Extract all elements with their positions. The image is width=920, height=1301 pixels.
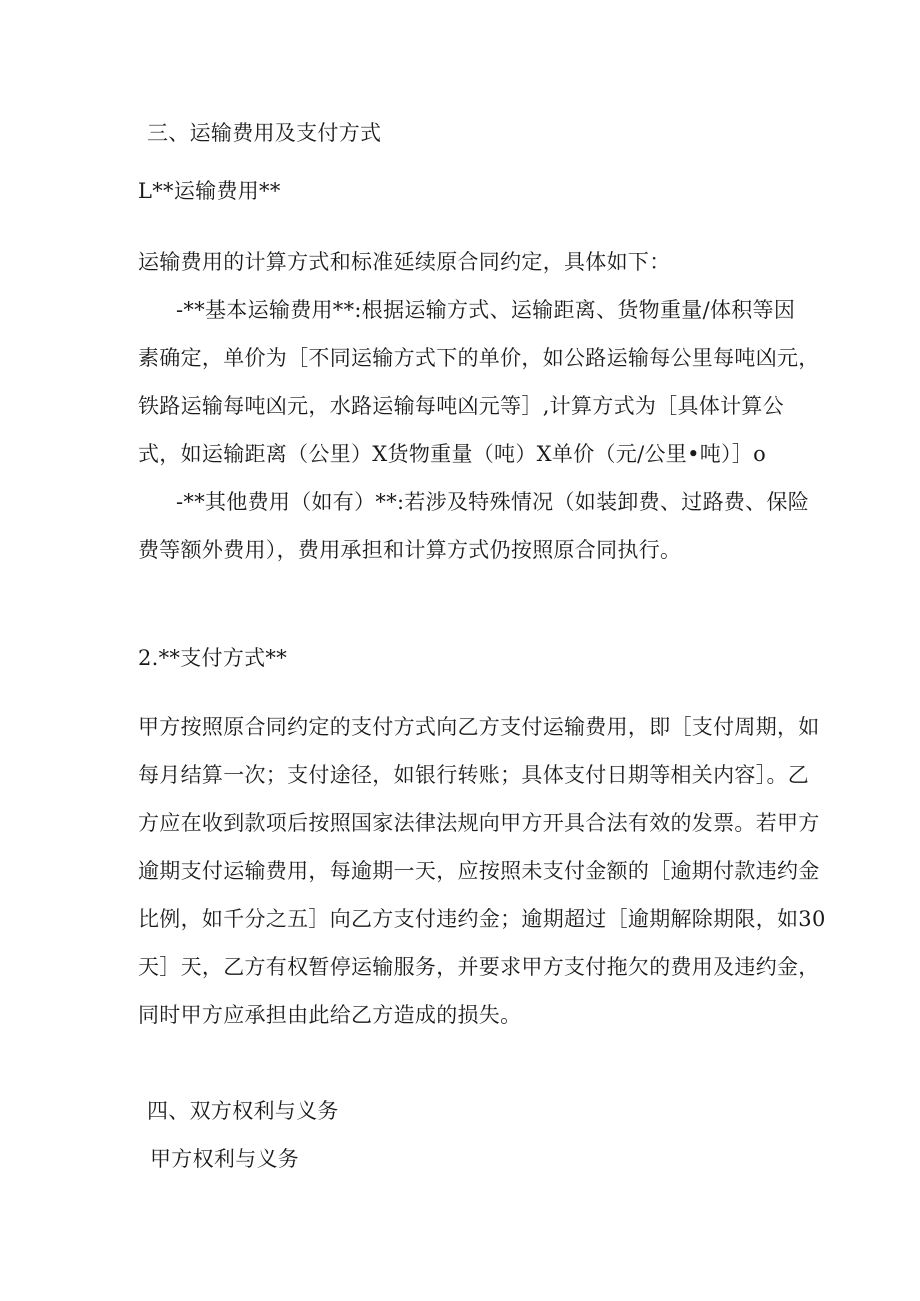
item-1-intro: 运输费用的计算方式和标准延续原合同约定，具体如下： <box>138 250 671 274</box>
item-2-title: 2.**支付方式** <box>138 646 288 670</box>
bullet-1-line-2: 素确定，单价为［不同运输方式下的单价，如公路运输每公里每吨凶元， <box>138 346 820 370</box>
bullet-2-line-1: -**其他费用（如有）**:若涉及特殊情况（如装卸费、过路费、保险 <box>176 490 810 514</box>
section-4-heading: 四、双方权利与义务 <box>147 1099 339 1123</box>
bullet-1-line-4: 式，如运输距离（公里）X货物重量（吨）X单价（元/公里•吨）］o <box>138 442 767 466</box>
item-1-title: L**运输费用** <box>138 179 281 203</box>
section-4-subheading: 甲方权利与义务 <box>150 1147 300 1171</box>
payment-paragraph-line-3: 方应在收到款项后按照国家法律法规向甲方开具合法有效的发票。若甲方 <box>138 811 820 835</box>
payment-paragraph-line-7: 同时甲方应承担由此给乙方造成的损失。 <box>138 1003 522 1027</box>
bullet-1-line-3: 铁路运输每吨凶元，水路运输每吨凶元等］,计算方式为［具体计算公 <box>138 394 784 418</box>
payment-paragraph-line-4: 逾期支付运输费用，每逾期一天，应按照未支付金额的［逾期付款违约金 <box>138 859 820 883</box>
payment-paragraph-line-1: 甲方按照原合同约定的支付方式向乙方支付运输费用，即［支付周期，如 <box>138 715 820 739</box>
payment-paragraph-line-6: 天］天，乙方有权暂停运输服务，并要求甲方支付拖欠的费用及违约金， <box>138 955 820 979</box>
section-3-heading: 三、运输费用及支付方式 <box>147 121 382 145</box>
payment-paragraph-line-2: 每月结算一次；支付途径，如银行转账；具体支付日期等相关内容］。乙 <box>138 763 810 787</box>
bullet-1-line-1: -**基本运输费用**:根据运输方式、运输距离、货物重量/体积等因 <box>176 298 796 322</box>
bullet-2-line-2: 费等额外费用），费用承担和计算方式仍按照原合同执行。 <box>138 538 682 562</box>
payment-paragraph-line-5: 比例，如千分之五］向乙方支付违约金；逾期超过［逾期解除期限，如30 <box>138 907 826 931</box>
